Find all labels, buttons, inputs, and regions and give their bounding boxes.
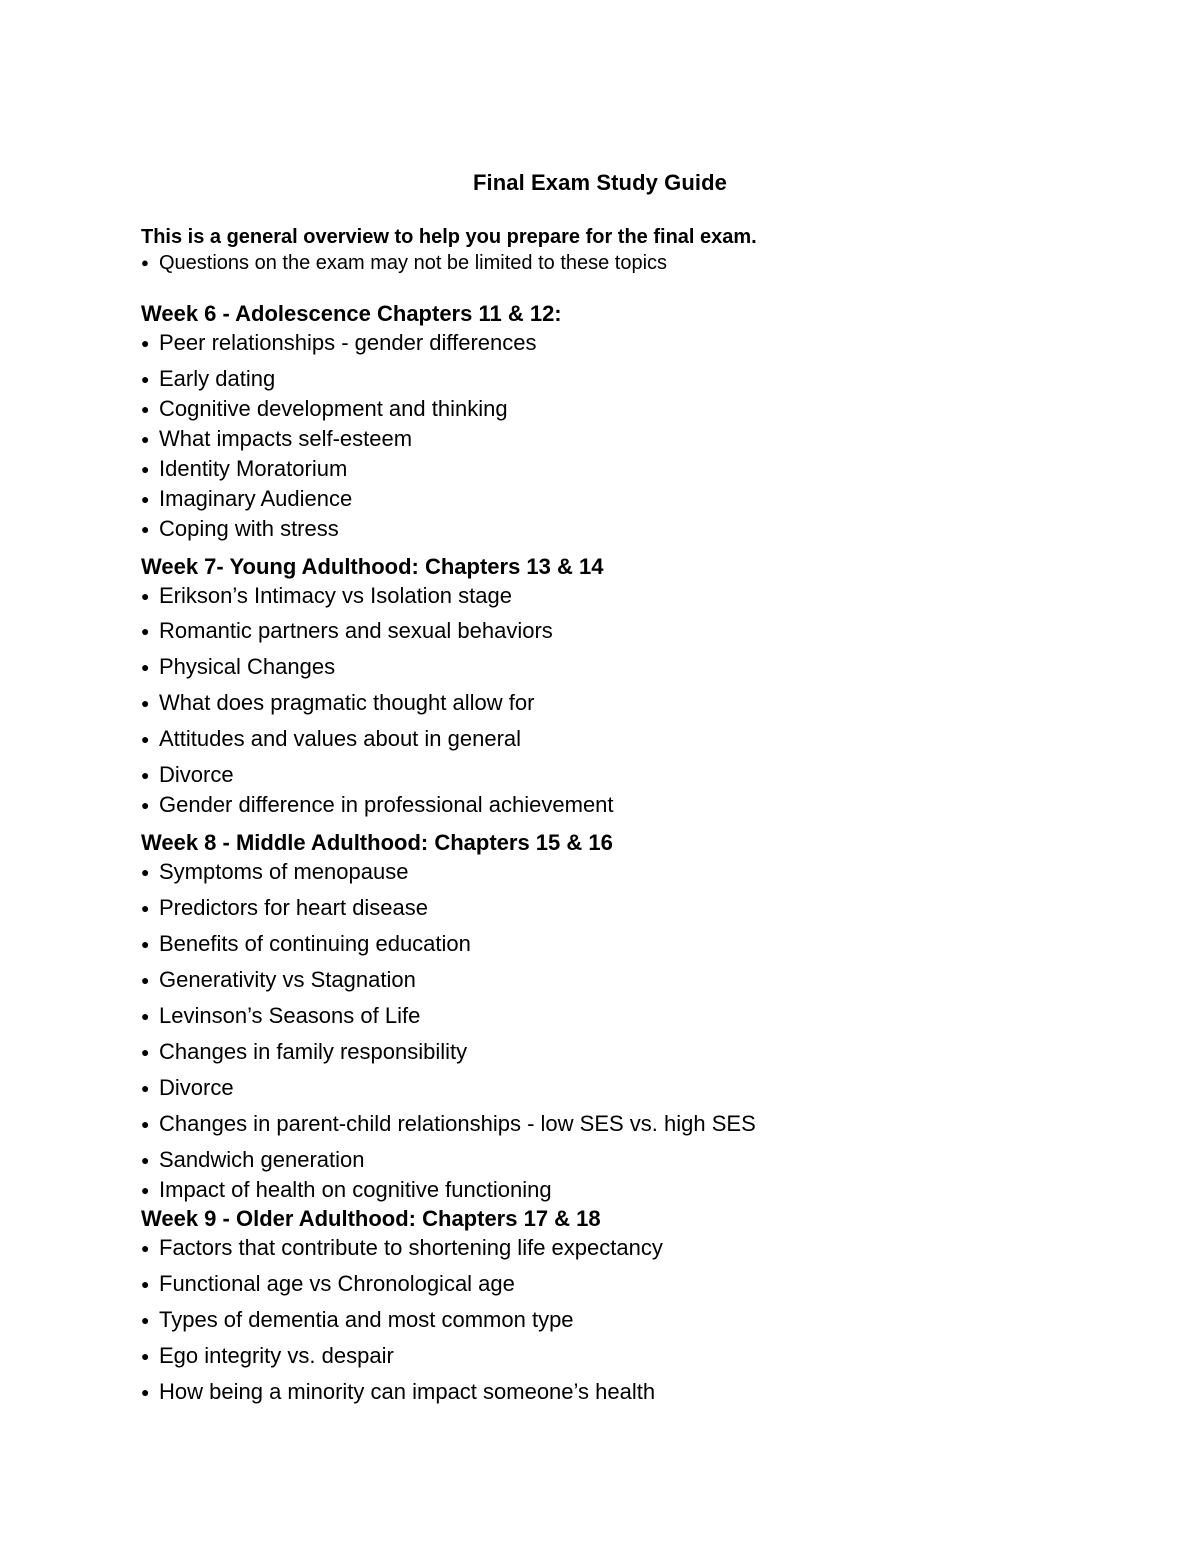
bullet-icon: ● [141,1116,150,1132]
list-item: ● Divorce [141,762,234,787]
list-item: ● Changes in parent-child relationships - low SES vs. high SES [141,1111,756,1136]
bullet-icon: ● [141,1348,150,1364]
section-heading: Week 6 - Adolescence Chapters 11 & 12: [141,301,562,326]
bullet-icon: ● [141,461,150,477]
list-item: ● Impact of health on cognitive functioning [141,1177,552,1202]
bullet-icon: ● [141,936,150,952]
bullet-icon: ● [141,1384,150,1400]
topic-list [141,858,1041,1206]
bullet-icon: ● [141,1044,150,1060]
bullet-icon: ● [141,659,150,675]
bullet-icon: ● [141,972,150,988]
list-item: ● Functional age vs Chronological age [141,1271,515,1296]
bullet-icon: ● [141,371,150,387]
list-item: ● Cognitive development and thinking [141,396,508,421]
bullet-icon: ● [141,1312,150,1328]
bullet-icon: ● [141,695,150,711]
bullet-icon: ● [141,1080,150,1096]
section-week-8 [141,828,1041,1206]
intro-note [141,250,1041,278]
bullet-icon: ● [141,797,150,813]
bullet-icon: ● [141,401,150,417]
bullet-icon: ● [141,900,150,916]
bullet-icon: ● [141,731,150,747]
list-item: ● Physical Changes [141,654,336,679]
intro-note-text: Questions on the exam may not be limited to these topics [159,252,668,274]
document-title: Final Exam Study Guide [472,170,728,195]
list-item: ● What does pragmatic thought allow for [141,690,535,715]
bullet-icon: ● [141,491,150,507]
bullet-icon: ● [141,1152,150,1168]
list-item: ● How being a minority can impact someone’s health [141,1379,656,1404]
section-week-7 [141,552,1041,821]
list-item: ● What impacts self-esteem [141,426,413,451]
list-item: ● Factors that contribute to shortening life expectancy [141,1235,663,1260]
intro-heading: This is a general overview to help you prepare for the final exam. [141,226,757,248]
bullet-icon: ● [141,335,150,351]
section-heading: Week 7- Young Adulthood: Chapters 13 & 14 [141,554,604,579]
list-item: ● Attitudes and values about in general [141,726,522,751]
bullet-icon: ● [141,255,149,270]
section-week-6 [141,299,1041,545]
list-item: ● Benefits of continuing education [141,931,471,956]
list-item: ● Imaginary Audience [141,486,353,511]
section-heading: Week 9 - Older Adulthood: Chapters 17 & 18 [141,1206,601,1231]
bullet-icon: ● [141,521,150,537]
list-item: ● Early dating [141,366,276,391]
bullet-icon: ● [141,588,150,604]
section-week-9 [141,1204,1041,1408]
list-item: ● Symptoms of menopause [141,859,409,884]
section-heading: Week 8 - Middle Adulthood: Chapters 15 & 16 [141,830,613,855]
list-item: ● Ego integrity vs. despair [141,1343,394,1368]
list-item: ● Coping with stress [141,516,339,541]
bullet-icon: ● [141,864,150,880]
list-item: ● Levinson’s Seasons of Life [141,1003,421,1028]
list-item: ● Gender difference in professional achievement [141,792,614,817]
topic-list [141,582,1041,821]
list-item: ● Generativity vs Stagnation [141,967,416,992]
intro-block [141,224,1041,278]
topic-list [141,329,1041,545]
list-item: ● Sandwich generation [141,1147,365,1172]
list-item: ● Romantic partners and sexual behaviors [141,618,553,643]
list-item: ● Divorce [141,1075,234,1100]
list-item: ● Changes in family responsibility [141,1039,468,1064]
bullet-icon: ● [141,767,150,783]
bullet-icon: ● [141,1008,150,1024]
list-item: ● Predictors for heart disease [141,895,429,920]
list-item: ● Erikson’s Intimacy vs Isolation stage [141,583,512,608]
list-item: ● Peer relationships - gender differences [141,330,537,355]
bullet-icon: ● [141,1276,150,1292]
bullet-icon: ● [141,1240,150,1256]
bullet-icon: ● [141,431,150,447]
bullet-icon: ● [141,623,150,639]
topic-list [141,1234,1041,1408]
list-item: ● Types of dementia and most common type [141,1307,574,1332]
bullet-icon: ● [141,1182,150,1198]
list-item: ● Identity Moratorium [141,456,348,481]
